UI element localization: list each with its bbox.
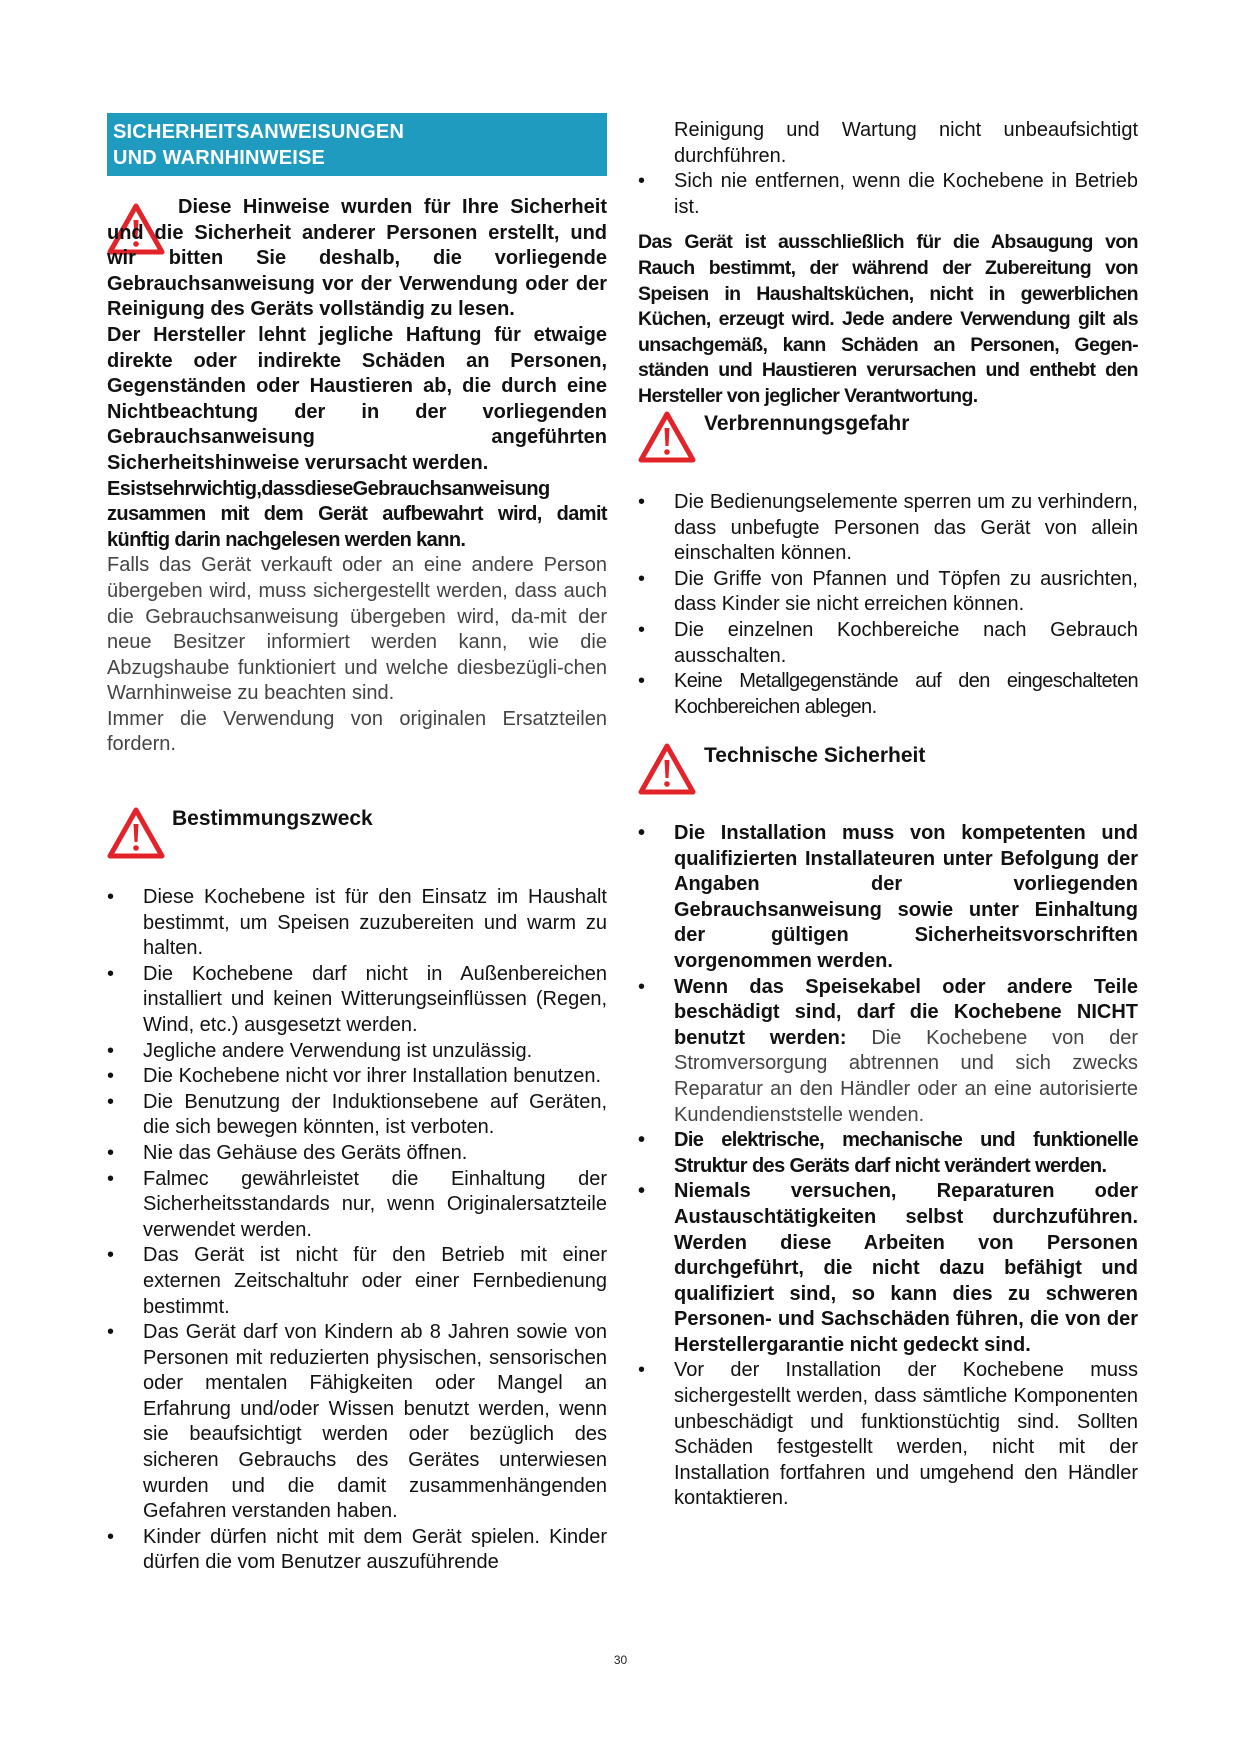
list-item: • Keine Metallgegenstände auf den eingeschalteten Kochbereichen ablegen.: [638, 670, 1138, 718]
list-item: • Jegliche andere Verwendung ist unzulässig.: [107, 1039, 533, 1062]
section-header: [107, 113, 607, 176]
intro-handover-note: Falls das Gerät verkauft oder an eine andere Person übergeben wird, muss sichergestellt werden, dass auch die Gebrauchsanweisung übergeben wird, da-mit der neue Besitzer informiert werden kann, wie die Abzugshaube funktioniert und welche diesbezügli-chen Warnhinweise zu beachten sind.: [107, 554, 607, 705]
list-item: • Nie das Gehäuse des Geräts öffnen.: [107, 1141, 468, 1164]
burn-title: Verbrennungsgefahr: [704, 412, 910, 435]
list-item: • Die Kochebene darf nicht in Außenbereichen installiert und keinen Witterungseinflüssen (Regen, Wind, etc.) ausgesetzt werden.: [107, 962, 607, 1036]
continuation-text: Reinigung und Wartung nicht unbeaufsichtigt durchführen.: [674, 119, 1138, 167]
list-item: • Diese Kochebene ist für den Einsatz im Haushalt bestimmt, um Speisen zuzubereiten und warm zu halten.: [107, 886, 607, 960]
list-item: • Falmec gewährleistet die Einhaltung der Sicherheitsstandards nur, wenn Originalersatzteile verwendet werden.: [107, 1167, 607, 1241]
list-item: • Das Gerät ist nicht für den Betrieb mit einer externen Zeitschaltuhr oder einer Fernbedienung bestimmt.: [107, 1244, 607, 1318]
list-item: • Vor der Installation der Kochebene muss sichergestellt werden, dass sämtliche Komponenten unbeschädigt und funktionstüchtig sind. Sollten Schäden festgestellt werden, nicht mit der Installation fortfahren und umgehend den Händler kontaktieren.: [638, 1359, 1138, 1510]
intro-liability-note: Der Hersteller lehnt jegliche Haftung für etwaige direkte oder indirekte Schäden an Personen, Gegenständen oder Haustieren ab, die durch eine Nichtbeachtung der in der vorliegenden Gebrauchsanweisung angeführten Sicherheitshinweise verursacht werden.: [107, 323, 607, 474]
list-item: • Die Benutzung der Induktionsebene auf Geräten, die sich bewegen könnten, ist verboten.: [107, 1090, 607, 1139]
intended-use-paragraph: Das Gerät ist ausschließlich für die Absaugung von Rauch bestimmt, der während der Zubereitung von Speisen in Haushaltsküchen, nicht in gewerblichen Küchen, erzeugt wird. Jede andere Verwendung gilt als unsachgemäß, kann Schäden an Personen, Gegen-ständen und Haustieren verursachen und enthebt den Hersteller von jeglicher Verantwortung.: [638, 231, 1138, 407]
list-item: • Kinder dürfen nicht mit dem Gerät spielen. Kinder dürfen die vom Benutzer auszuführende: [107, 1525, 607, 1574]
list-item: • Die elektrische, mechanische und funktionelle Struktur des Geräts darf nicht verändert werden.: [638, 1129, 1138, 1177]
list-item: • Niemals versuchen, Reparaturen oder Austauschtätigkeiten selbst durchzuführen. Werden diese Arbeiten von Personen durchgeführt, die nicht dazu befähigt und qualifiziert sind, so kann dies zu schweren Personen- und Sachschäden führen, die von der Herstellergarantie nicht gedeckt sind.: [638, 1180, 1138, 1356]
list-item: • Wenn das Speisekabel oder andere Teile beschädigt sind, darf die Kochebene NICHT benutzt werden: Die Kochebene von der Stromversorgung abtrennen und sich zwecks Reparatur an den Händler oder an eine autorisierte Kundendienststelle wenden.: [638, 975, 1138, 1126]
list-item: • Die Kochebene nicht vor ihrer Installation benutzen.: [107, 1065, 602, 1088]
list-item: • Die Installation muss von kompetenten und qualifizierten Installateuren unter Befolgung der Angaben der vorliegenden Gebrauchsanweisung sowie unter Einhaltung der gültigen Sicherheitsvorschriften vorgenommen werden.: [638, 822, 1138, 972]
page-number: 30: [613, 1653, 628, 1667]
burn-list: [638, 490, 1138, 720]
tech-item2-normal: Die Kochebene von der Stromversorgung abtrennen und sich zwecks Reparatur an den Händler oder an eine autorisierte Kundendienststelle wenden.: [674, 1026, 1138, 1126]
intro-keep-manual-note: Esistsehrwichtig,dassdieseGebrauchsanweisung zusammen mit dem Gerät aufbewahrt wird, damit künftig darin nachgelesen werden kann.: [107, 477, 607, 551]
right-top-block: [638, 118, 1138, 410]
list-item: • Das Gerät darf von Kindern ab 8 Jahren sowie von Personen mit reduzierten physischen, sensorischen oder mentalen Fähigkeiten oder Mangel an Erfahrung und/oder Wissen benutzt werden, wenn sie beaufsichtigt werden oder bezüglich des sicheren Gebrauchs des Gerätes unterwiesen wurden und die damit zusammenhängenden Gefahren verstanden haben.: [107, 1321, 607, 1523]
warning-triangle-icon: [638, 742, 696, 796]
purpose-title: Bestimmungszweck: [172, 807, 373, 830]
list-item: • Die Griffe von Pfannen und Töpfen zu ausrichten, dass Kinder sie nicht erreichen können.: [638, 567, 1138, 616]
tech-list: [638, 821, 1138, 1512]
intro-safety-note: Diese Hinweise wurden für Ihre Sicherheit und die Sicherheit anderer Personen erstellt, und wir bitten Sie deshalb, die vorliegende Gebrauchsanweisung vor der Verwendung oder der Reinigung des Geräts vollständig zu lesen.: [107, 196, 607, 321]
warning-triangle-icon: [107, 806, 165, 860]
list-item: • Sich nie entfernen, wenn die Kochebene in Betrieb ist.: [638, 170, 1138, 218]
intro-block: [107, 195, 607, 758]
purpose-list: [107, 885, 607, 1576]
section-header-line2: UND WARNHINWEISE: [113, 147, 326, 169]
tech-item2-bold: Wenn das Speisekabel oder andere Teile beschädigt sind, darf die Kochebene NICHT benutzt werden:: [674, 975, 1138, 1049]
warning-triangle-icon: [638, 410, 696, 464]
section-header-line1: SICHERHEITSANWEISUNGEN: [113, 121, 405, 143]
tech-title: Technische Sicherheit: [704, 744, 926, 767]
list-item: • Die einzelnen Kochbereiche nach Gebrauch ausschalten.: [638, 618, 1138, 667]
intro-spare-parts-note: Immer die Verwendung von originalen Ersatzteilen fordern.: [107, 707, 607, 756]
list-item: • Die Bedienungselemente sperren um zu verhindern, dass unbefugte Personen das Gerät von allein einschalten können.: [638, 491, 1138, 565]
